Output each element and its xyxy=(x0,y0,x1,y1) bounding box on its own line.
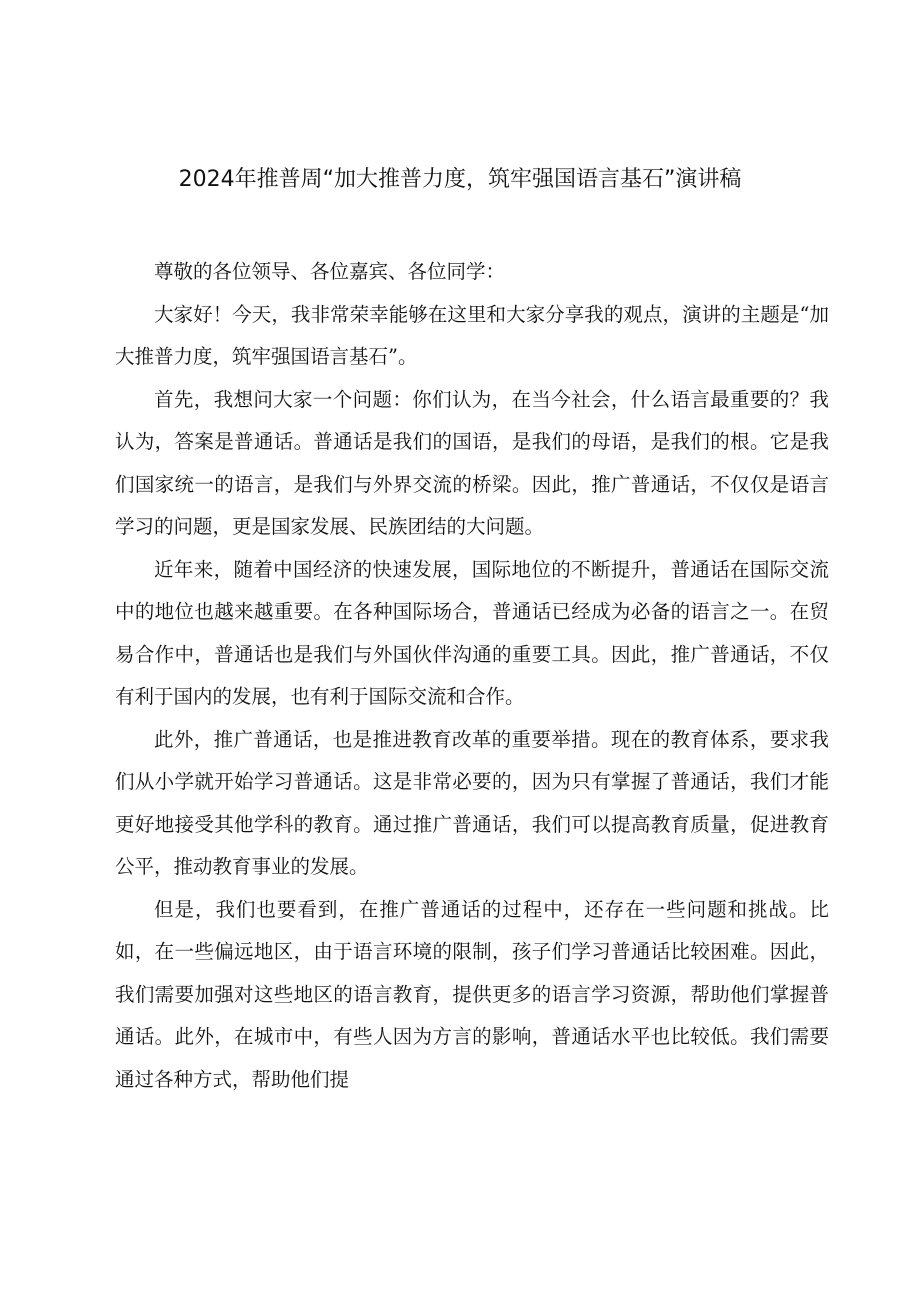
body-paragraph: 但是，我们也要看到，在推广普通话的过程中，还存在一些问题和挑战。比如，在一些偏远地区，由于语言环境的限制，孩子们学习普通话比较困难。因此，我们需要加强对这些地区的语言教育，提供更多的语言学习资源，帮助他们掌握普通话。此外，在城市中，有些人因为方言的影响，普通话水平也比较低。我们需要通过各种方式，帮助他们提 xyxy=(115,897,829,1091)
body-paragraph: 此外，推广普通话，也是推进教育改革的重要举措。现在的教育体系，要求我们从小学就开始学习普通话。这是非常必要的，因为只有掌握了普通话，我们才能更好地接受其他学科的教育。通过推广普通话，我们可以提高教育质量，促进教育公平，推动教育事业的发展。 xyxy=(115,727,829,878)
document-body xyxy=(115,251,829,1101)
body-paragraph: 首先，我想问大家一个问题：你们认为，在当今社会，什么语言最重要的？我认为，答案是普通话。普通话是我们的国语，是我们的母语，是我们的根。它是我们国家统一的语言，是我们与外界交流的桥梁。因此，推广普通话，不仅仅是语言学习的问题，更是国家发展、民族团结的大问题。 xyxy=(115,387,829,538)
salutation-paragraph: 尊敬的各位领导、各位嘉宾、各位同学： xyxy=(154,260,506,283)
body-paragraph: 近年来，随着中国经济的快速发展，国际地位的不断提升，普通话在国际交流中的地位也越来越重要。在各种国际场合，普通话已经成为必备的语言之一。在贸易合作中，普通话也是我们与外国伙伴沟通的重要工具。因此，推广普通话，不仅有利于国内的发展，也有利于国际交流和合作。 xyxy=(115,557,829,708)
document-title: 2024年推普周“加大推普力度，筑牢强国语言基石”演讲稿 xyxy=(178,167,742,192)
greeting-paragraph: 大家好！今天，我非常荣幸能够在这里和大家分享我的观点，演讲的主题是“加大推普力度，筑牢强国语言基石”。 xyxy=(115,302,829,368)
